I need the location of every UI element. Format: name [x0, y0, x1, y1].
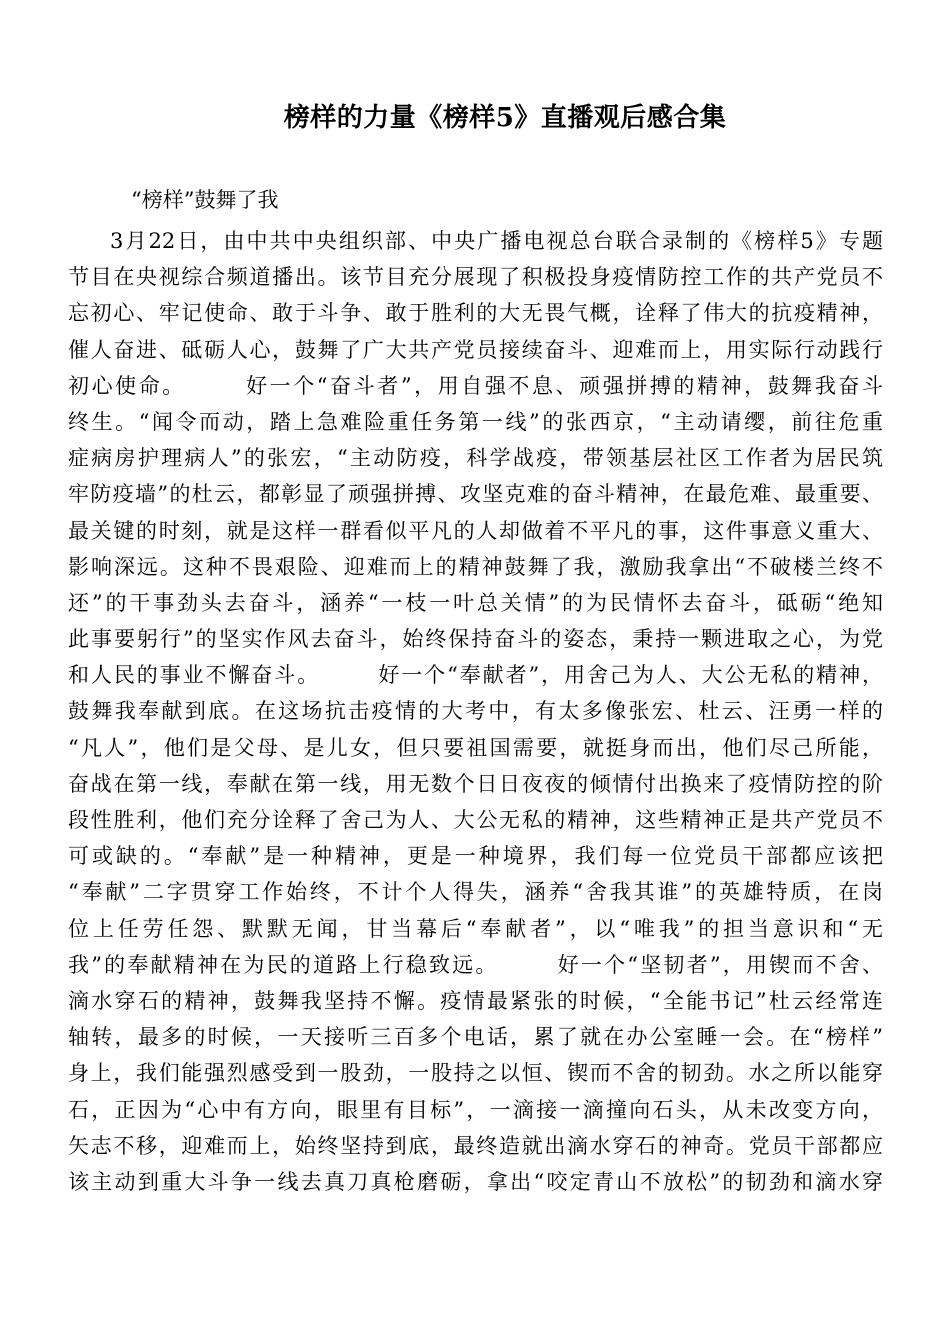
text-line: 3月22日，由中共中央组织部、中央广播电视总台联合录制的《榜样5》专题 — [110, 229, 883, 253]
text-line: 催人奋进、砥砺人心，鼓舞了广大共产党员接续奋斗、迎难而上，用实际行动践行 — [68, 337, 883, 362]
text-line: 节目在央视综合频道播出。该节目充分展现了积极投身疫情防控工作的共产党员不 — [68, 265, 883, 290]
body-paragraph — [68, 223, 883, 1200]
text-line: 石，正因为“心中有方向，眼里有目标”，一滴接一滴撞向石头，从未改变方向， — [68, 1097, 883, 1122]
text-line: “凡人”，他们是父母、是儿女，但只要祖国需要，就挺身而出，他们尽己所能， — [68, 735, 883, 760]
text-line: 段性胜利，他们充分诠释了舍己为人、大公无私的精神，这些精神正是共产党员不 — [68, 808, 883, 832]
text-line: 此事要躬行”的坚实作风去奋斗，始终保持奋斗的姿态，秉持一颗进取之心，为党 — [68, 627, 883, 652]
text-line: 忘初心、牢记使命、敢于斗争、敢于胜利的大无畏气概，诠释了伟大的抗疫精神， — [68, 301, 883, 326]
text-line: 终生。“闻令而动，踏上急难险重任务第一线”的张西京，“主动请缨，前往危重 — [68, 409, 883, 434]
text-line: 我”的奉献精神在为民的道路上行稳致远。 好一个“坚韧者”，用锲而不舍、 — [68, 952, 883, 977]
text-line: 症病房护理病人”的张宏，“主动防疫，科学战疫，带领基层社区工作者为居民筑 — [68, 446, 883, 471]
text-line: 该主动到重大斗争一线去真刀真枪磨砺，拿出“咬定青山不放松”的韧劲和滴水穿 — [68, 1169, 883, 1194]
text-line: 身上，我们能强烈感受到一股劲，一股持之以恒、锲而不舍的韧劲。水之所以能穿 — [68, 1061, 883, 1086]
text-line: 可或缺的。“奉献”是一种精神，更是一种境界，我们每一位党员干部都应该把 — [68, 844, 883, 869]
text-line: 影响深远。这种不畏艰险、迎难而上的精神鼓舞了我，激励我拿出“不破楼兰终不 — [68, 554, 883, 579]
text-line: 滴水穿石的精神，鼓舞我坚持不懈。疫情最紧张的时候，“全能书记”杜云经常连 — [68, 988, 883, 1013]
text-line: 鼓舞我奉献到底。在这场抗击疫情的大考中，有太多像张宏、杜云、汪勇一样的 — [68, 699, 883, 724]
text-line: 最关键的时刻，就是这样一群看似平凡的人却做着不平凡的事，这件事意义重大、 — [68, 518, 883, 543]
text-line: 牢防疫墙”的杜云，都彰显了顽强拼搏、攻坚克难的奋斗精神，在最危难、最重要、 — [68, 482, 883, 507]
text-line: 位上任劳任怨、默默无闻，甘当幕后“奉献者”，以“唯我”的担当意识和“无 — [68, 916, 883, 941]
text-line: 轴转，最多的时候，一天接听三百多个电话，累了就在办公室睡一会。在“榜样” — [68, 1025, 883, 1050]
text-line: 奋战在第一线，奉献在第一线，用无数个日日夜夜的倾情付出换来了疫情防控的阶 — [68, 771, 883, 796]
text-line: 矢志不移，迎难而上，始终坚持到底，最终造就出滴水穿石的神奇。党员干部都应 — [68, 1133, 883, 1158]
text-line: 和人民的事业不懈奋斗。 好一个“奉献者”，用舍己为人、大公无私的精神， — [68, 663, 883, 688]
document-title: 榜样的力量《榜样5》直播观后感合集 — [283, 103, 727, 133]
section-subtitle: “榜样”鼓舞了我 — [131, 188, 279, 212]
text-line: 还”的干事劲头去奋斗，涵养“一枝一叶总关情”的为民情怀去奋斗，砥砺“绝知 — [68, 590, 883, 615]
text-line: “奉献”二字贯穿工作始终，不计个人得失，涵养“舍我其谁”的英雄特质，在岗 — [68, 880, 883, 905]
text-line: 初心使命。 好一个“奋斗者”，用自强不息、顽强拼搏的精神，鼓舞我奋斗 — [68, 373, 883, 398]
